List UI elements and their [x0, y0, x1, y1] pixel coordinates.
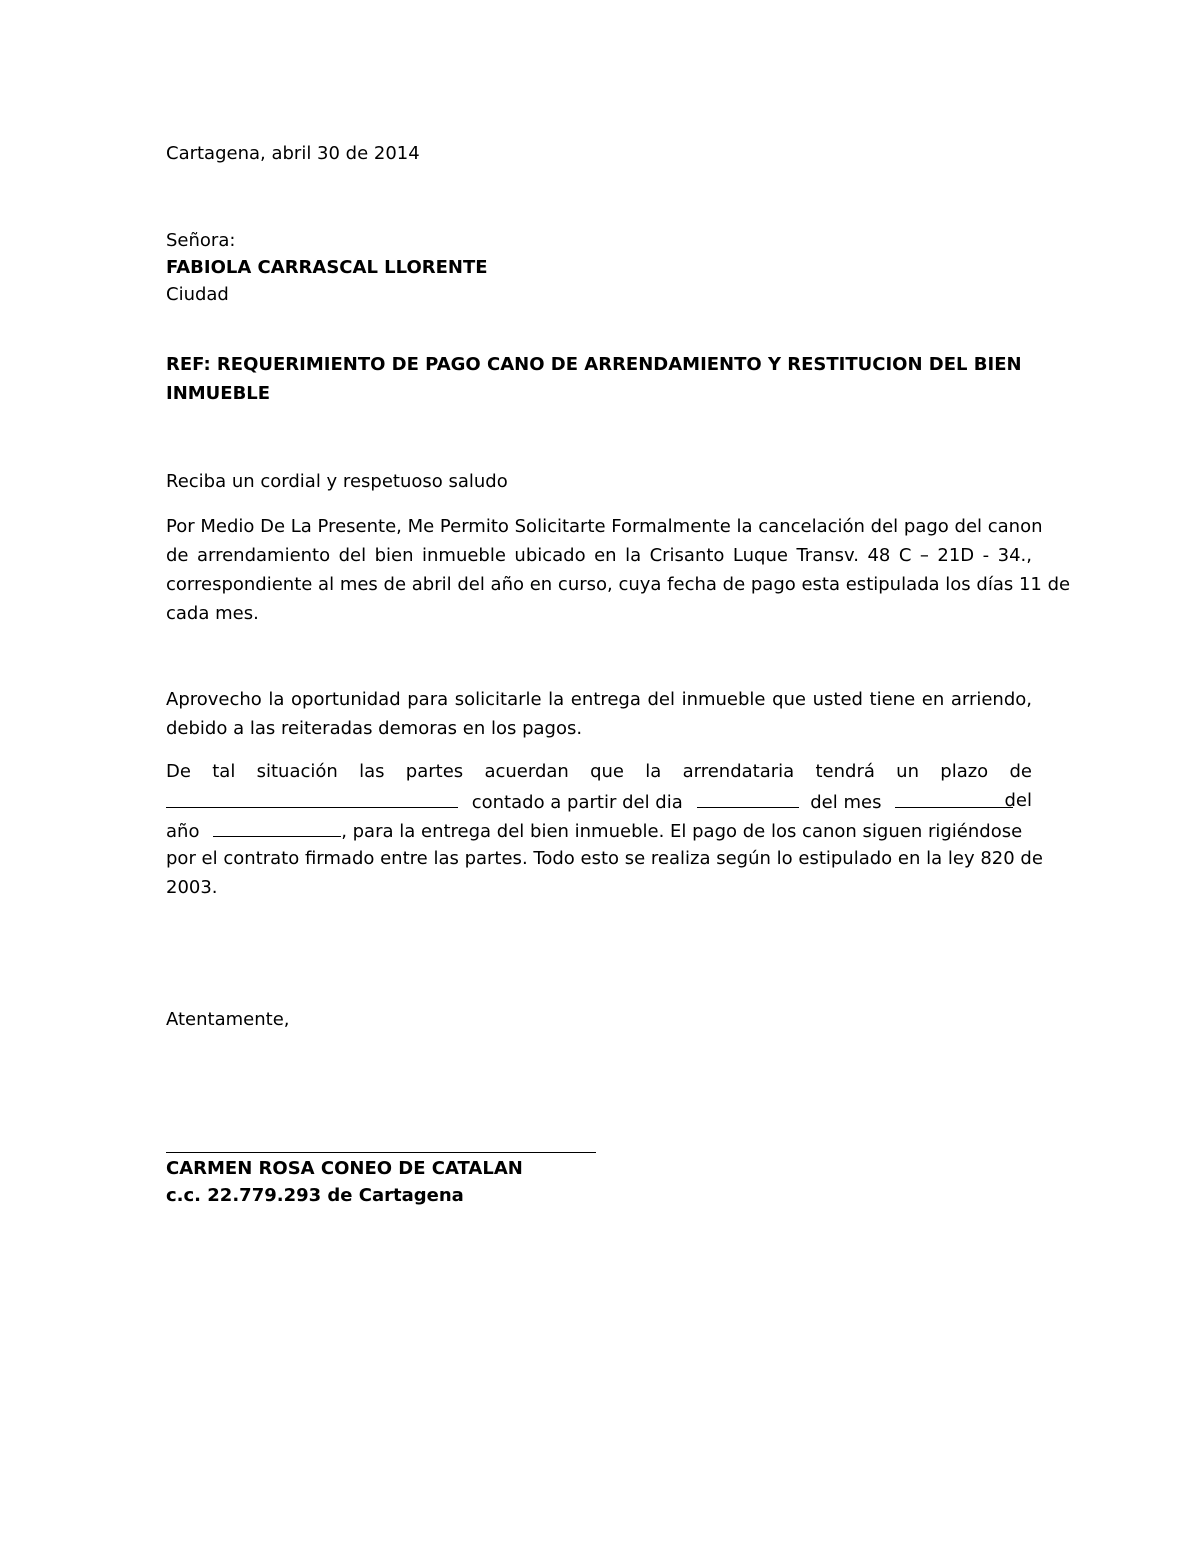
p3-line3-text-a: año — [166, 821, 200, 842]
salutation: Señora: — [166, 230, 236, 251]
blank-mes-field[interactable] — [895, 789, 1013, 808]
signer-id: c.c. 22.779.293 de Cartagena — [166, 1185, 464, 1206]
paragraph-3-line-5: 2003. — [166, 877, 218, 898]
paragraph-2-line-2: debido a las reiteradas demoras en los pagos. — [166, 718, 583, 739]
paragraph-3-line-3 — [166, 818, 1022, 844]
signature-line — [166, 1152, 596, 1153]
reference-line-1: REF: REQUERIMIENTO DE PAGO CANO DE ARRENDAMIENTO Y RESTITUCION DEL BIEN — [166, 354, 1022, 375]
closing: Atentamente, — [166, 1009, 290, 1030]
blank-dia-field[interactable] — [697, 789, 799, 808]
p3-line3-text-b: , para la entrega del bien inmueble. El pago de los canon siguen rigiéndose — [341, 821, 1023, 842]
paragraph-3-line-4: por el contrato firmado entre las partes. Todo esto se realiza según lo estipulado en la ley 820 de — [166, 848, 1043, 869]
reference-line-2: INMUEBLE — [166, 383, 271, 404]
paragraph-2-line-1: Aprovecho la oportunidad para solicitarle la entrega del inmueble que usted tiene en arriendo, — [166, 689, 1032, 710]
p3-line2-text-a: contado a partir del dia — [471, 792, 683, 813]
recipient-name: FABIOLA CARRASCAL LLORENTE — [166, 257, 488, 278]
paragraph-1-line-3: correspondiente al mes de abril del año en curso, cuya fecha de pago esta estipulada los días 11 de — [166, 574, 1071, 595]
p3-line2-text-b: del mes — [810, 792, 882, 813]
blank-ano-field[interactable] — [213, 818, 341, 837]
blank-plazo-field[interactable] — [166, 789, 458, 808]
paragraph-3-line-1: De tal situación las partes acuerdan que la arrendataria tendrá un plazo de — [166, 761, 1032, 782]
paragraph-1-line-2: de arrendamiento del bien inmueble ubicado en la Crisanto Luque Transv. 48 C – 21D - 34., — [166, 545, 1032, 566]
paragraph-1-line-1: Por Medio De La Presente, Me Permito Solicitarte Formalmente la cancelación del pago del canon — [166, 516, 1043, 537]
p3-line2-text-c: del — [1004, 790, 1032, 811]
signer-name: CARMEN ROSA CONEO DE CATALAN — [166, 1158, 523, 1179]
paragraph-3-line-2 — [166, 789, 1032, 815]
greeting: Reciba un cordial y respetuoso saludo — [166, 471, 508, 492]
letter-date: Cartagena, abril 30 de 2014 — [166, 143, 420, 164]
paragraph-1-line-4: cada mes. — [166, 603, 259, 624]
recipient-city: Ciudad — [166, 284, 229, 305]
